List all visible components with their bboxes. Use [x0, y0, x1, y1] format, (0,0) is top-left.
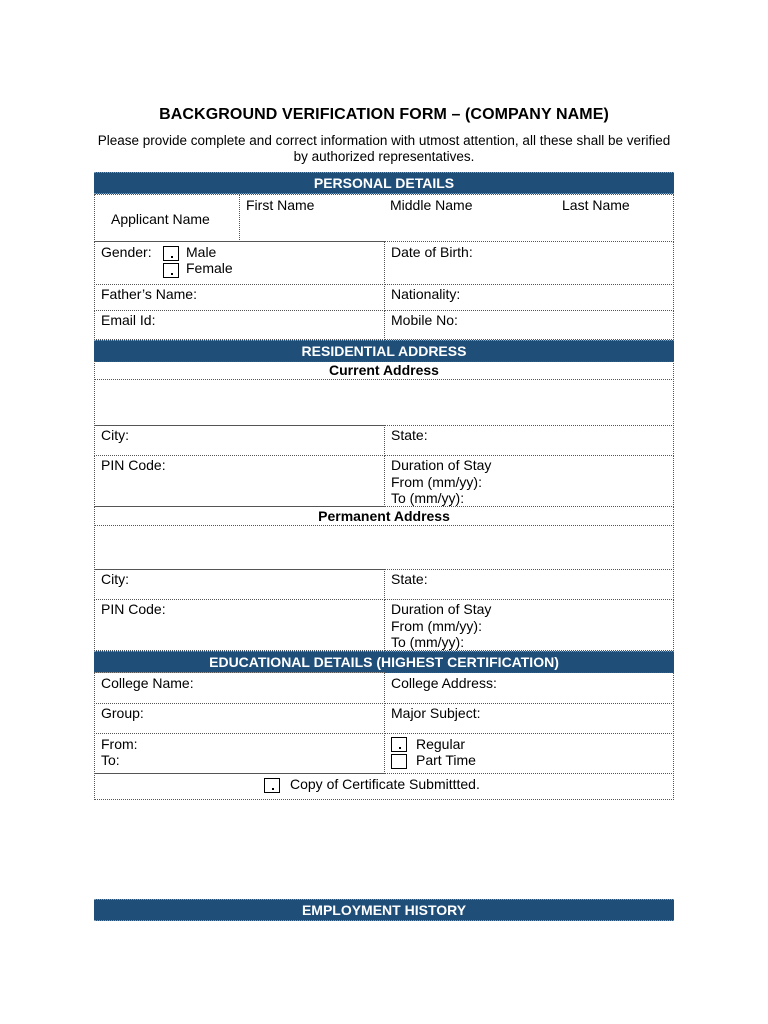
permanent-state-label: State:	[391, 571, 428, 587]
part-time-checkbox[interactable]	[391, 754, 407, 769]
dob-label: Date of Birth:	[391, 244, 473, 260]
education-from-label: From:	[101, 736, 138, 752]
current-city-label: City:	[101, 427, 129, 443]
college-name-label: College Name:	[101, 675, 194, 691]
form-title: BACKGROUND VERIFICATION FORM – (COMPANY NAME)	[159, 106, 609, 123]
father-name-field[interactable]	[94, 284, 385, 311]
college-address-label: College Address:	[391, 675, 497, 691]
permanent-city-field[interactable]	[94, 569, 385, 600]
email-label: Email Id:	[101, 312, 156, 328]
education-period-field[interactable]	[94, 733, 385, 774]
female-label: Female	[186, 260, 233, 276]
applicant-name-label: Applicant Name	[111, 211, 210, 227]
educational-details-header: EDUCATIONAL DETAILS (HIGHEST CERTIFICATION)	[94, 651, 674, 673]
current-pin-field[interactable]	[94, 455, 385, 507]
male-label: Male	[186, 244, 217, 260]
current-from-label: From (mm/yy):	[391, 474, 482, 490]
form-instructions: Please provide complete and correct information with utmost attention, all these shall be verified by authorized representatives.	[97, 133, 671, 164]
permanent-pin-label: PIN Code:	[101, 601, 166, 617]
female-checkbox[interactable]	[163, 263, 179, 278]
father-name-label: Father’s Name:	[101, 286, 197, 302]
current-to-label: To (mm/yy):	[391, 490, 465, 506]
personal-details-header: PERSONAL DETAILS	[94, 172, 674, 194]
major-subject-label: Major Subject:	[391, 705, 481, 721]
current-address-subheader-cell	[94, 361, 674, 380]
email-field[interactable]	[94, 310, 385, 340]
education-to-label: To:	[101, 752, 120, 768]
regular-checkbox[interactable]	[391, 737, 407, 752]
certificate-cell	[94, 773, 674, 800]
middle-name-label: Middle Name	[390, 197, 473, 213]
certificate-checkbox[interactable]	[264, 778, 280, 793]
permanent-city-label: City:	[101, 571, 129, 587]
permanent-duration-label: Duration of Stay	[391, 601, 492, 617]
first-name-label: First Name	[246, 197, 315, 213]
group-label: Group:	[101, 705, 144, 721]
current-address-field[interactable]	[94, 379, 674, 426]
current-address-subheader: Current Address	[329, 362, 439, 378]
residential-address-header: RESIDENTIAL ADDRESS	[94, 340, 674, 362]
permanent-duration-field[interactable]	[384, 599, 674, 651]
current-state-field[interactable]	[384, 425, 674, 456]
permanent-address-subheader: Permanent Address	[318, 508, 450, 524]
current-pin-label: PIN Code:	[101, 457, 166, 473]
group-field[interactable]	[94, 703, 385, 734]
current-city-field[interactable]	[94, 425, 385, 456]
applicant-name-field[interactable]	[239, 194, 674, 242]
regular-label: Regular	[416, 736, 466, 752]
employment-history-header: EMPLOYMENT HISTORY	[94, 899, 674, 921]
male-checkbox[interactable]	[163, 246, 179, 261]
dob-field[interactable]	[384, 241, 674, 285]
major-subject-field[interactable]	[384, 703, 674, 734]
nationality-field[interactable]	[384, 284, 674, 311]
nationality-label: Nationality:	[391, 286, 461, 302]
gender-label: Gender:	[101, 244, 152, 260]
gender-cell	[94, 241, 385, 285]
mobile-field[interactable]	[384, 310, 674, 340]
permanent-from-label: From (mm/yy):	[391, 618, 482, 634]
current-duration-field[interactable]	[384, 455, 674, 507]
permanent-address-field[interactable]	[94, 525, 674, 570]
permanent-pin-field[interactable]	[94, 599, 385, 651]
permanent-to-label: To (mm/yy):	[391, 634, 465, 650]
current-state-label: State:	[391, 427, 428, 443]
study-mode-cell	[384, 733, 674, 774]
last-name-label: Last Name	[562, 197, 630, 213]
permanent-state-field[interactable]	[384, 569, 674, 600]
current-duration-label: Duration of Stay	[391, 457, 492, 473]
applicant-name-label-cell	[94, 194, 240, 242]
permanent-address-subheader-cell	[94, 506, 674, 526]
college-address-field[interactable]	[384, 672, 674, 704]
college-name-field[interactable]	[94, 672, 385, 704]
mobile-label: Mobile No:	[391, 312, 458, 328]
part-time-label: Part Time	[416, 752, 476, 768]
certificate-label: Copy of Certificate Submittted.	[290, 776, 480, 792]
